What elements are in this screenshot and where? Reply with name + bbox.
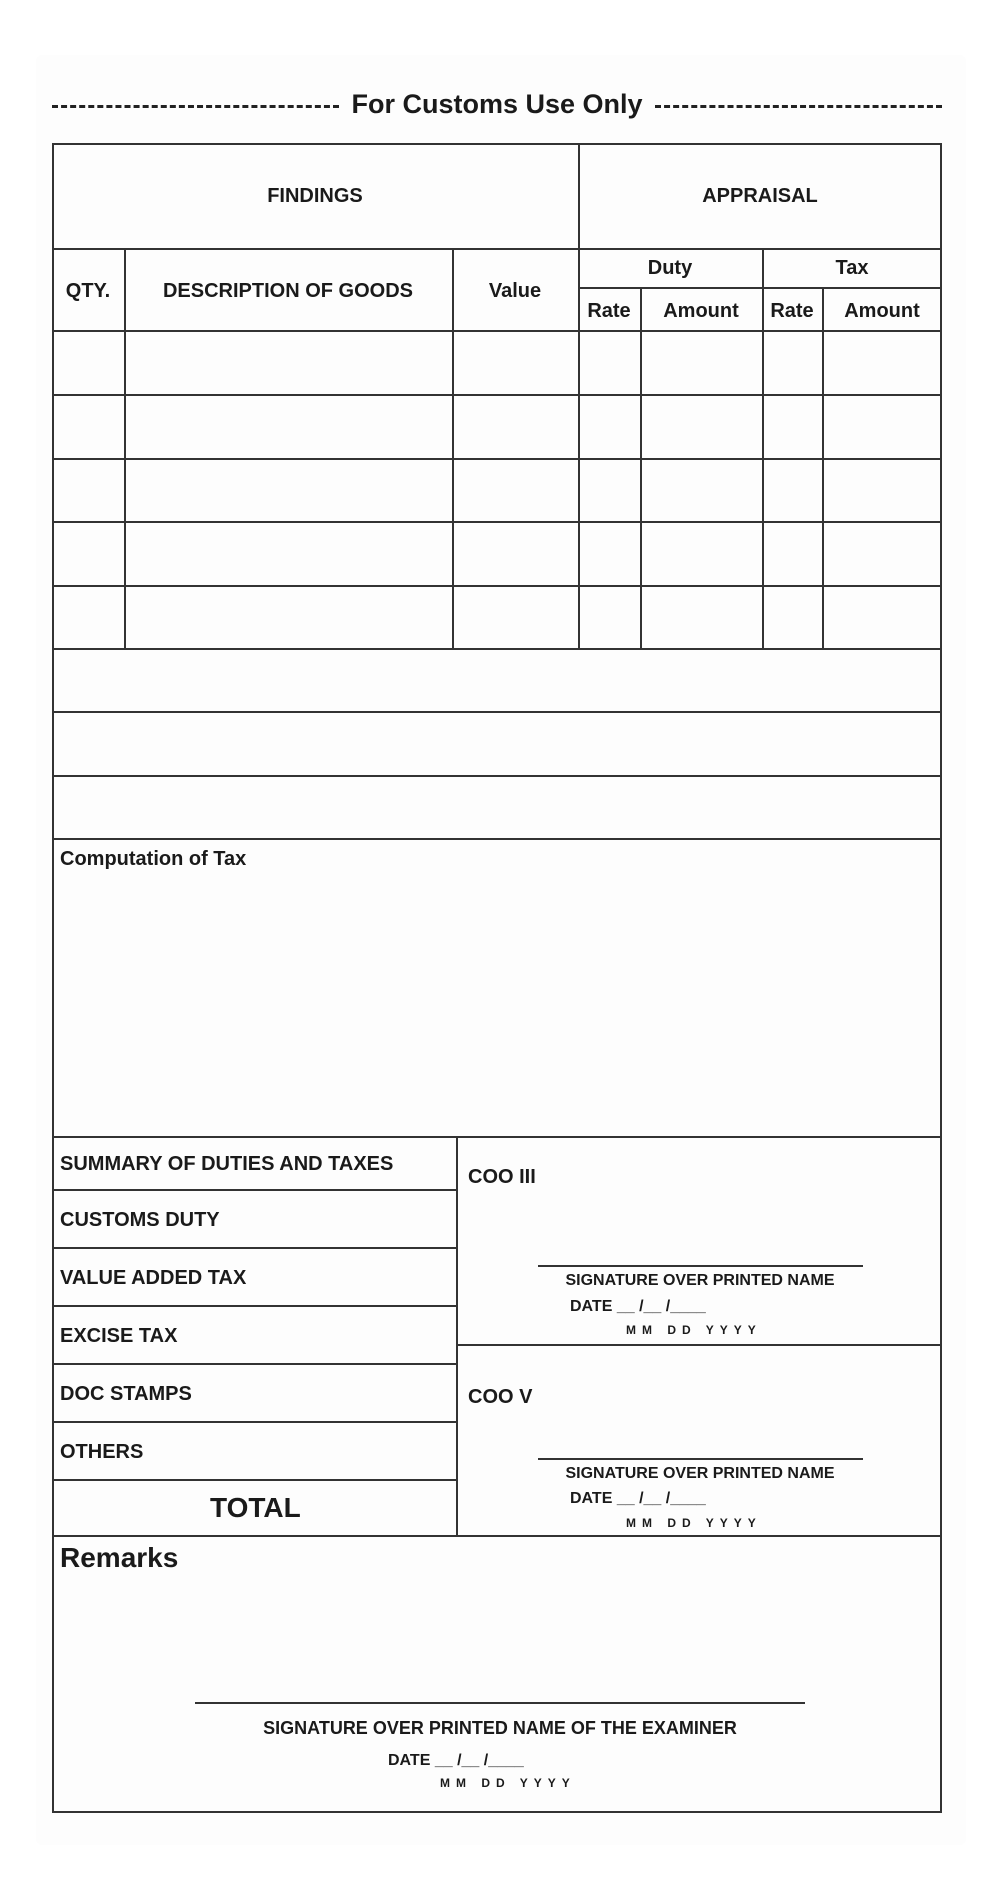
remarks-date-format: MM DD YYYY <box>440 1776 576 1790</box>
coo5-signature-line[interactable] <box>538 1458 863 1460</box>
coo5-date-format: MM DD YYYY <box>626 1516 762 1530</box>
customs-header <box>52 86 942 122</box>
header-dash-right <box>655 105 942 108</box>
coo5-date[interactable] <box>570 1490 706 1508</box>
coo3-date[interactable] <box>570 1298 706 1316</box>
total-label: TOTAL <box>210 1492 301 1523</box>
value-added-tax-label: VALUE ADDED TAX <box>60 1267 247 1289</box>
computation-label: Computation of Tax <box>60 848 247 870</box>
coo3-signature-caption: SIGNATURE OVER PRINTED NAME <box>565 1272 835 1289</box>
description-header: DESCRIPTION OF GOODS <box>162 280 414 302</box>
coo5-signature-caption: SIGNATURE OVER PRINTED NAME <box>565 1465 835 1482</box>
duty-header: Duty <box>647 257 693 279</box>
examiner-signature-line[interactable] <box>195 1702 805 1704</box>
header-dash-left <box>52 105 339 108</box>
duty-rate-header: Rate <box>587 300 631 322</box>
tax-header: Tax <box>835 257 869 279</box>
coo3-date-format: MM DD YYYY <box>626 1323 762 1337</box>
coo3-signature-line[interactable] <box>538 1265 863 1267</box>
others-label: OTHERS <box>60 1441 144 1463</box>
summary-title: SUMMARY OF DUTIES AND TAXES <box>60 1153 394 1175</box>
coo5-date-blanks: __ /__ /____ <box>616 1490 706 1507</box>
remarks-date-blanks: __ /__ /____ <box>434 1752 524 1769</box>
duty-amount-header: Amount <box>663 300 739 322</box>
header-title: For Customs Use Only <box>351 88 643 119</box>
tax-amount-header: Amount <box>844 300 920 322</box>
examiner-signature-caption: SIGNATURE OVER PRINTED NAME OF THE EXAMINER <box>263 1718 737 1738</box>
coo5-label: COO V <box>468 1386 533 1408</box>
coo5-date-label: DATE <box>570 1490 613 1507</box>
customs-duty-label: CUSTOMS DUTY <box>60 1209 220 1231</box>
doc-stamps-label: DOC STAMPS <box>60 1383 192 1405</box>
coo3-date-blanks: __ /__ /____ <box>616 1298 706 1315</box>
coo3-label: COO III <box>468 1166 536 1188</box>
tax-rate-header: Rate <box>770 300 814 322</box>
findings-title: FINDINGS <box>267 185 363 207</box>
value-header: Value <box>488 280 542 302</box>
remarks-box[interactable] <box>52 1535 942 1813</box>
remarks-label: Remarks <box>60 1542 179 1573</box>
remarks-date[interactable] <box>388 1752 524 1770</box>
excise-tax-label: EXCISE TAX <box>60 1325 178 1347</box>
remarks-date-label: DATE <box>388 1752 431 1769</box>
qty-header: QTY. <box>65 280 111 302</box>
appraisal-title: APPRAISAL <box>702 185 818 207</box>
coo3-date-label: DATE <box>570 1298 613 1315</box>
